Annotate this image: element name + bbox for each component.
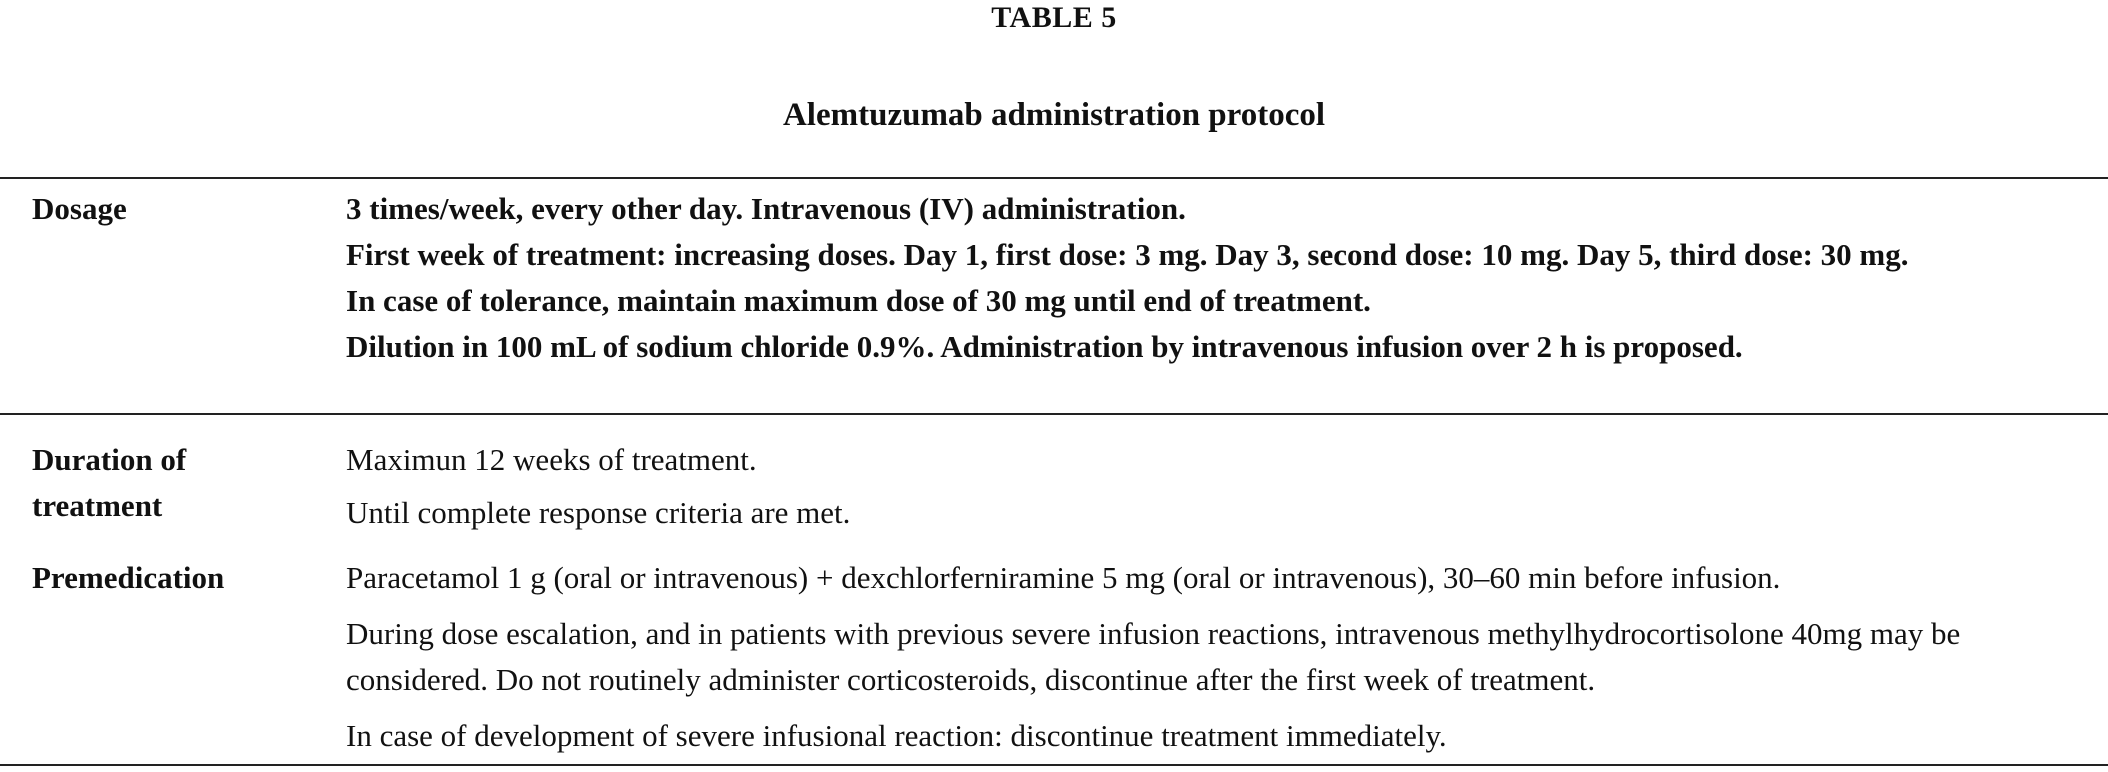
- row-label-premedication: Premedication: [32, 560, 225, 595]
- row-content-premedication: [346, 555, 2086, 759]
- dosage-paragraph: In case of tolerance, maintain maximum dose of 30 mg until end of treatment.: [346, 283, 1371, 318]
- dosage-paragraph: 3 times/week, every other day. Intravenous (IV) administration.: [346, 191, 1186, 226]
- dosage-paragraph: Dilution in 100 mL of sodium chloride 0.9%. Administration by intravenous infusion over 2 h is proposed.: [346, 329, 1743, 364]
- table-title: Alemtuzumab administration protocol: [782, 97, 1326, 133]
- row-content-dosage: [346, 186, 2086, 370]
- table-section-rule: [0, 413, 2108, 415]
- premedication-paragraph: In case of development of severe infusional reaction: discontinue treatment immediately.: [346, 718, 1447, 753]
- table-number: TABLE 5: [991, 1, 1117, 34]
- row-content-duration: [346, 437, 2086, 536]
- premedication-paragraph: During dose escalation, and in patients with previous severe infusion reactions, intravenous methylhydrocortisolone 40mg may be considered. Do not routinely administer corticosteroids, discontinue after the first week of treatment.: [346, 616, 1961, 697]
- dosage-paragraph: First week of treatment: increasing doses. Day 1, first dose: 3 mg. Day 3, second dose: 10 mg. Day 5, third dose: 30 mg.: [346, 237, 1909, 272]
- row-label-dosage: Dosage: [32, 191, 127, 226]
- table-top-rule: [0, 177, 2108, 179]
- row-label-duration: Duration of treatment: [32, 442, 187, 523]
- table-bottom-rule: [0, 764, 2108, 766]
- duration-paragraph: Maximun 12 weeks of treatment.: [346, 442, 757, 477]
- premedication-paragraph: Paracetamol 1 g (oral or intravenous) + dexchlorferniramine 5 mg (oral or intravenous), 30–60 min before infusion.: [346, 560, 1781, 595]
- duration-paragraph: Until complete response criteria are met.: [346, 495, 851, 530]
